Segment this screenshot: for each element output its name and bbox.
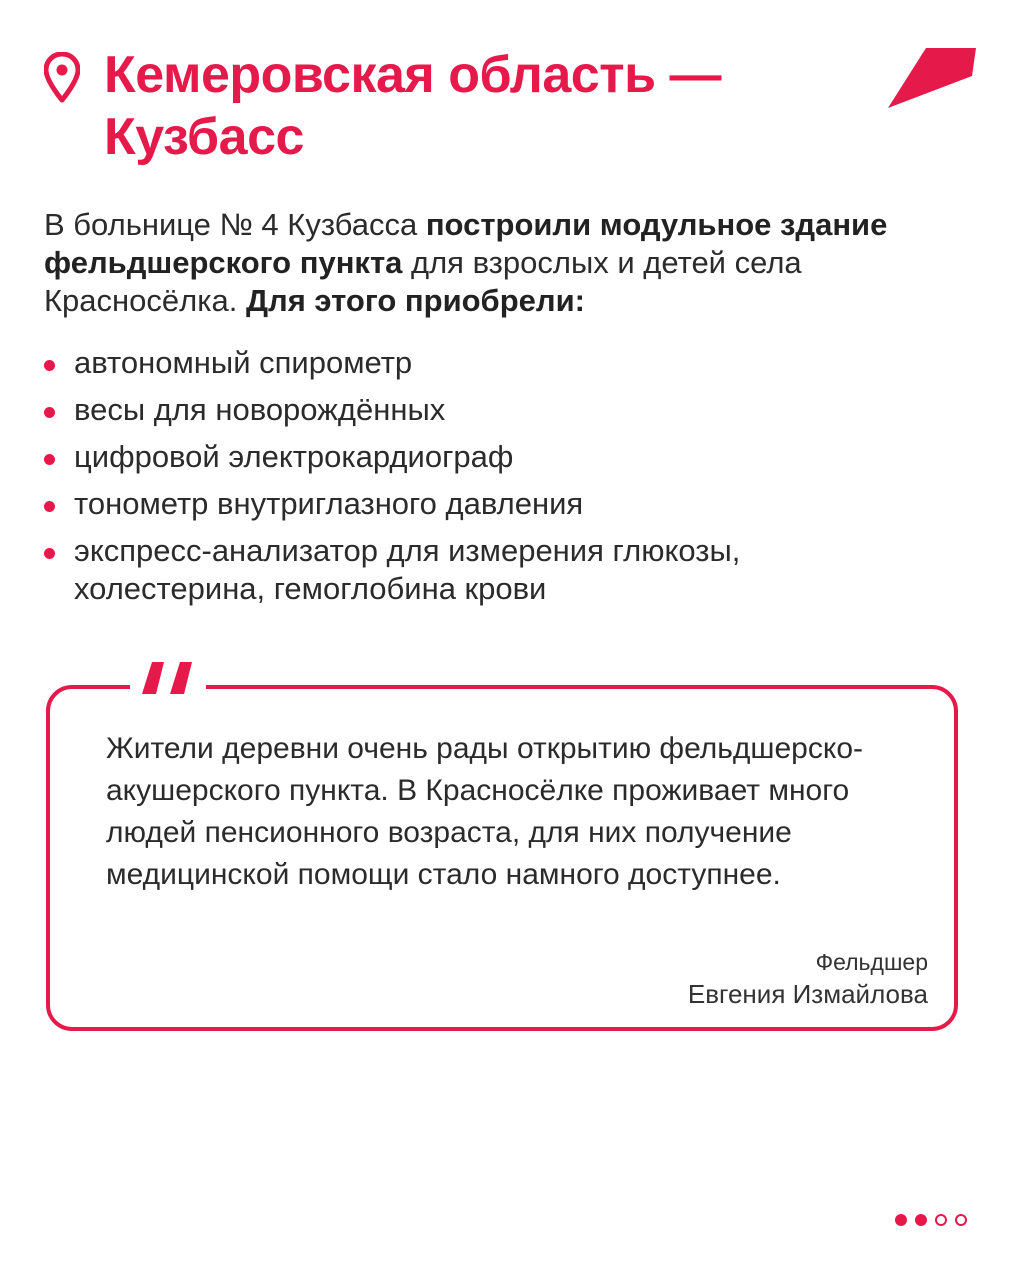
intro-bold-1: построили модульное здание фельдшерского пункта: [44, 207, 888, 280]
bullet-dot-icon: [44, 548, 55, 559]
list-item-text: автономный спирометр: [74, 345, 413, 380]
list-item-text: весы для новорождённых: [74, 392, 446, 427]
flag-parallelogram-icon: [886, 48, 976, 110]
bullet-dot-icon: [44, 407, 55, 418]
pagination-dot-2: [915, 1214, 927, 1226]
bullet-dot-icon: [44, 454, 55, 465]
intro-text-2: для взрослых и детей села Красносёлка.: [44, 245, 802, 318]
list-item: [44, 532, 974, 608]
list-item: [44, 438, 974, 476]
list-item-text: экспресс-анализатор для измерения глюкозы, холестерина, гемоглобина крови: [74, 533, 741, 606]
list-item: [44, 344, 974, 382]
list-item: [44, 391, 974, 429]
pagination-dot-4: [955, 1214, 967, 1226]
pagination-dot-3: [935, 1214, 947, 1226]
equipment-list: [44, 344, 974, 617]
quote-text: Жители деревни очень рады открытию фельдшерско-акушерского пункта. В Красносёлке проживает много людей пенсионного возраста, для них получение медицинской помощи стало намного доступнее.: [106, 732, 864, 891]
list-item-text: тонометр внутриглазного давления: [74, 486, 584, 521]
page-title: Кемеровская область — Кузбасс: [104, 46, 722, 166]
list-item-text: цифровой электрокардиограф: [74, 439, 514, 474]
author-role: Фельдшер: [815, 949, 928, 975]
quote-mark-icon: [142, 648, 198, 708]
intro-bold-2: Для этого приобрели:: [245, 283, 585, 318]
pagination-dots: [895, 1214, 977, 1232]
list-item: [44, 485, 974, 523]
intro-paragraph: [44, 206, 974, 320]
intro-text-1: В больнице № 4 Кузбасса: [44, 207, 426, 242]
location-pin-icon: [44, 52, 80, 104]
pagination-dot-1: [895, 1214, 907, 1226]
author-name: Евгения Измайлова: [687, 979, 928, 1009]
bullet-dot-icon: [44, 501, 55, 512]
bullet-dot-icon: [44, 360, 55, 371]
